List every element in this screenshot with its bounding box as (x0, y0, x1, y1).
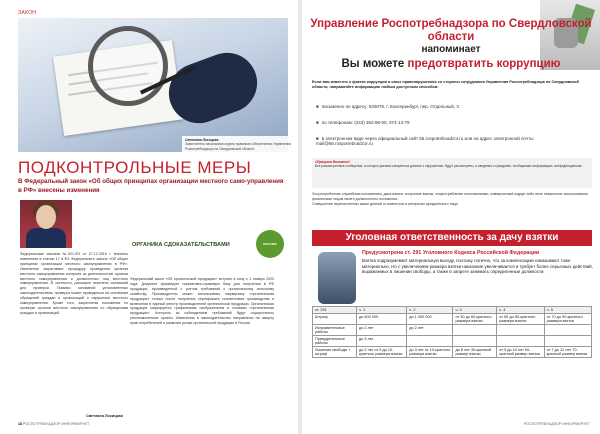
note-heading: Обращаем Внимание! (315, 160, 350, 164)
liability-banner: Уголовная ответственность за дачу взятки (312, 230, 592, 246)
author-portrait (20, 200, 72, 248)
table-header: ч. 5 (544, 307, 591, 314)
expert-name: Светлана Лосицкая (185, 138, 219, 142)
table-cell: Принудительные работы (313, 336, 357, 347)
notice-lead: Если вам известно о фактах коррупции и иных правонарушениях со стороны сотрудников Управления Роспотребнадзора по Свердловской области, направляйте информацию любым доступным способом: (312, 80, 579, 90)
table-cell: от 7 до 12 лет 70-кратный размер взятки (544, 347, 591, 358)
article-subtitle: В Федеральный закон «Об общих принципах организации местного само-управления в РФ» внесены изменения (18, 178, 284, 194)
organic-badge-icon: ORGANIC (256, 230, 284, 258)
left-footer (18, 422, 89, 426)
table-cell: от 30 до 60-кратного размера взятки (453, 314, 497, 325)
table-cell (544, 336, 591, 347)
table-header: ст. 291 (313, 307, 357, 314)
table-cell: до 2 лет (357, 325, 407, 336)
law-explanation: Взятка подразумевает материальную выгоду, поэтому логично, что за компенсацию наказывают тоже материально. Но с увеличением размера взятки наказание увеличивается и требует более серьезных действий, выражаемых в лишении свободы, а также в запрете занимать определенные должности. (362, 258, 593, 275)
article-title: ПОДКОНТРОЛЬНЫЕ МЕРЫ (18, 158, 252, 177)
table-cell: до 500 000 (357, 314, 407, 325)
penalty-table (312, 306, 592, 358)
table-cell (544, 325, 591, 336)
table-row (313, 314, 592, 325)
notice-subtitle: напоминает (421, 44, 481, 55)
contact-text: в электронном виде через официальный сайт 66.rospotrebnadzor.ru или на адрес электронной почты mail@66.rospotrebnadzor.ru (316, 136, 534, 146)
notice-slogan (302, 58, 600, 70)
contact-text: письменно по адресу: 620078, г. Екатеринбург, пер. Отдельный, 3 (321, 104, 459, 109)
notice-title: Управление Роспотребнадзора по Свердловской области (310, 18, 592, 43)
table-cell: Лишение свободы + штраф (313, 347, 357, 358)
note-text: Все рассмотренные сообщения, в которых указаны конкретные данные о нарушениях, будут рассмотрены, а сведения о гражданах, сообщивших информацию, конфиденциальны. (315, 164, 583, 169)
table-cell: от 5 до 10 лет 60-кратный размер взятки (497, 347, 544, 358)
right-footer: РОСПОТРЕБНАДЗОР ИНФОРМИРУЕТ (523, 422, 590, 426)
table-cell (453, 336, 497, 347)
table-header: ч. 3 (453, 307, 497, 314)
article-column-2: Федеральный закон «Об органической продукции» вступил в силу с 1 января 2020 года. Документ формирует нормативно-правовую базу для получения в РФ продукции, произведенной с учетом требований к органическому сельскому хозяйству. Производитель может использовать маркировку «органическая продукция» только после получения сертификата соответствия производства и включения в единый реестр производителей органической продукции. Органическая продукция маркируется графическим изображением и словами «органическая продукция». Контроль за соблюдением требований будут осуществлять уполномоченные органы. Изменения в законодательство направлены на защиту прав потребителей и развитие рынка органической продукции в России. (130, 277, 274, 326)
rubric-label: ЗАКОН (18, 10, 37, 16)
attention-note (312, 158, 592, 188)
contact-text: по телефонам: (343) 362-86-00, 374-13-79 (321, 120, 410, 125)
definition-item: Совершение перечисленных выше деяний от имени или в интересах юридического лица. (312, 201, 459, 206)
portrait-face (36, 205, 56, 229)
definition-item: Злоупотребление служебным положением, дача взятки, получение взятки, злоупотребление полномочиями, коммерческий подкуп либо иное незаконное использование физическим лицом своего должностного положения. (312, 192, 589, 201)
table-row (313, 347, 592, 358)
table-cell: до 2 лет (407, 325, 453, 336)
organic-heading: ОРГАНИКА СДОКАЗАТЕЛЬСТВАМИ (132, 242, 230, 248)
table-header-row (313, 307, 592, 314)
table-cell: до 8 лет 30-кратный размер взятки (453, 347, 497, 358)
table-cell: до 3 лет (357, 336, 407, 347)
contact-row: ■ по телефонам: (343) 362-86-00, 374-13-79 (316, 120, 410, 125)
table-cell: Штраф (313, 314, 357, 325)
expert-position: Заместитель начальника отдела правового обеспечения Управления Роспотребнадзора по Свердловской области (185, 142, 292, 151)
footer-label: РОСПОТРЕБНАДЗОР ИНФОРМИРУЕТ (23, 422, 90, 426)
table-cell (407, 336, 453, 347)
magnifier-icon (88, 26, 168, 106)
table-cell: Исправительные работы (313, 325, 357, 336)
left-page (0, 0, 298, 434)
portrait-suit (26, 228, 66, 248)
contact-row: ■ в электронном виде через официальный сайт 66.rospotrebnadzor.ru или на адрес электронной почты mail@66.rospotrebnadzor.ru (316, 136, 534, 146)
handcuffs-image (318, 252, 356, 304)
author-signature: Светлана Лосицкая (86, 414, 123, 418)
page-number: 18 (18, 422, 22, 426)
table-header: ч. 4 (497, 307, 544, 314)
table-cell (453, 325, 497, 336)
table-header: ч. 1 (357, 307, 407, 314)
slogan-part-2: предотвратить коррупцию (407, 58, 561, 70)
table-cell: от 70 до 90-кратного размера взятки (544, 314, 591, 325)
table-cell (497, 336, 544, 347)
table-header: ч. 2 (407, 307, 453, 314)
slogan-part-1: Вы можете (341, 58, 408, 70)
law-reference: Предусмотрена ст. 291 Уголовного Кодекса Российской Федерации (362, 250, 540, 256)
contact-row: ■ письменно по адресу: 620078, г. Екатеринбург, пер. Отдельный, 3 (316, 104, 459, 109)
corruption-definition (312, 192, 592, 206)
table-row (313, 325, 592, 336)
right-page (302, 0, 600, 434)
table-row (313, 336, 592, 347)
table-cell: от 60 до 80-кратного размера взятки (497, 314, 544, 325)
header-photo (18, 18, 288, 152)
article-column-1: Федеральным законом №521-ФЗ от 27.12.2018 г. внесены изменения в статью 17 в ФЗ Федерального закона «Об общих принципах организации местного самоуправления в РФ». Изменения затрагивают процедуру проведения органом местного самоуправления контроля за деятельностью органов местного самоуправления и должностных лиц местного самоуправления. В частности, расширен перечень оснований для проверки. Помимо оснований установленных законодательством, проверка может проводиться на основании обращений граждан и организаций о нарушении местного самоуправления. Кроме того, закреплены положения по проверке органов местного самоуправления по обращениям граждан и организаций. (20, 252, 128, 315)
table-cell: до 3 лет от 10-кратного размера взятки (407, 347, 453, 358)
table-cell: до 2 лет от 5 до 10-кратного размера взятки (357, 347, 407, 358)
table-cell (497, 325, 544, 336)
table-cell: до 1 000 000 (407, 314, 453, 325)
